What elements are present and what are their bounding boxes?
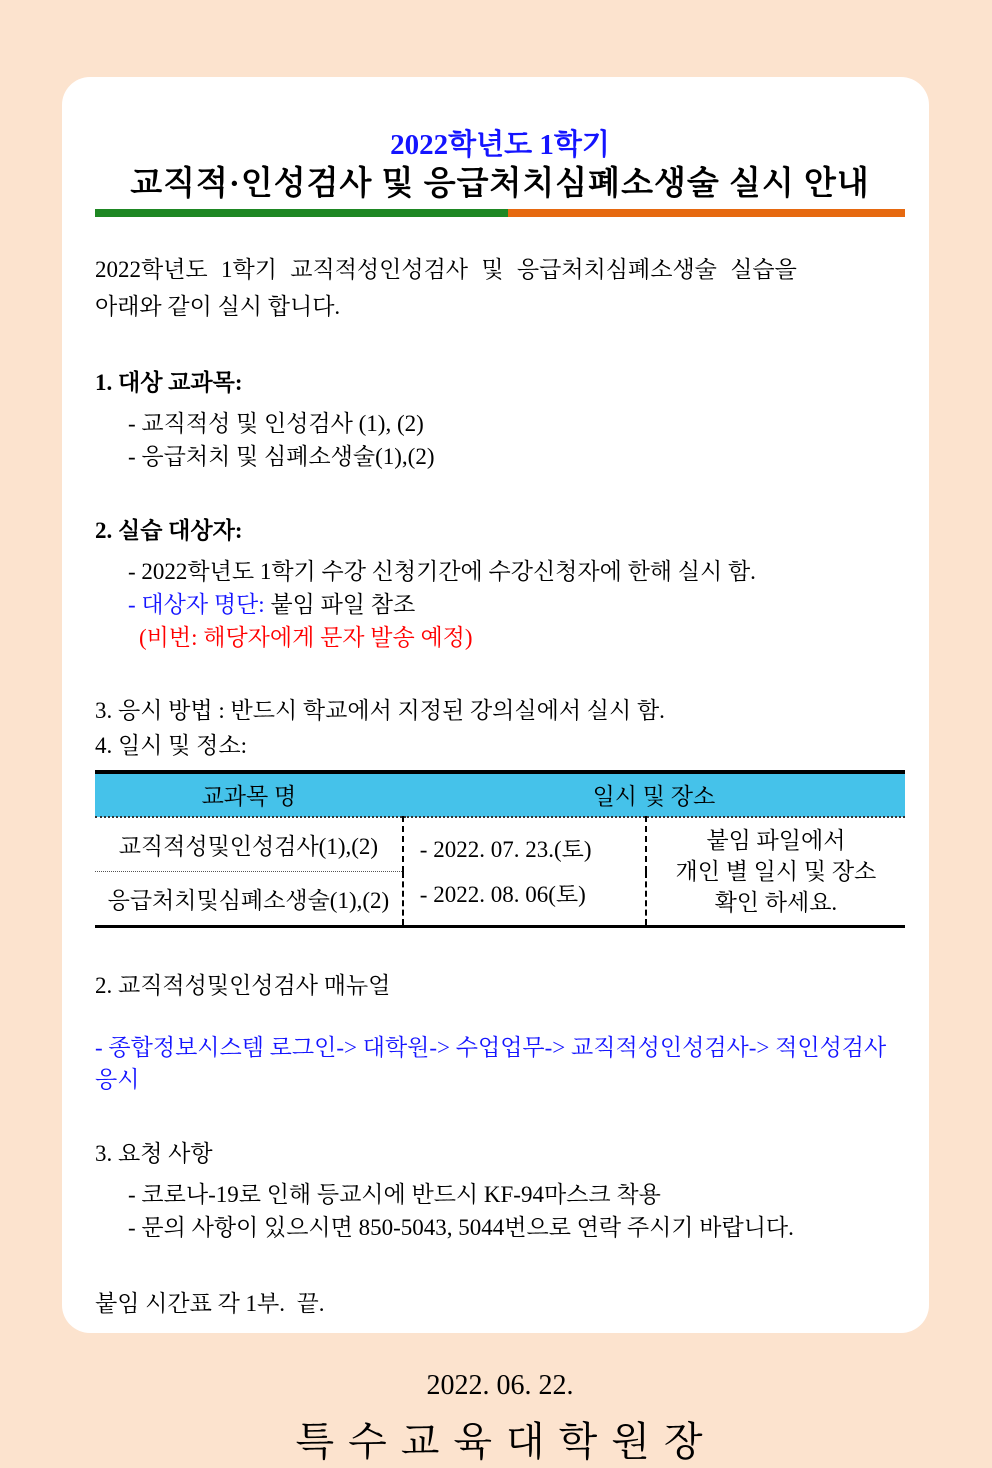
section-1-item-1: - 교직적성 및 인성검사 (1), (2) (128, 411, 424, 436)
table-header-datetime: 일시 및 장소 (403, 772, 905, 817)
page-title-main: 교직적·인성검사 및 응급처치심폐소생술 실시 안내 (130, 166, 870, 202)
date-line-2: - 2022. 08. 06(토) (419, 881, 586, 907)
table-header-row (95, 772, 905, 817)
place-line-2: 개인 별 일시 및 장소 (675, 859, 877, 884)
password-note: (비번: 해당자에게 문자 발송 예정) (139, 625, 473, 650)
section-2-items (95, 555, 905, 654)
underline-orange-segment (508, 209, 905, 217)
signature: 특 수 교 육 대 학 원 장 (295, 1419, 705, 1464)
page-title-semester: 2022학년도 1학기 (390, 129, 610, 161)
section-1-items (95, 407, 905, 473)
section-1-heading: 1. 대상 교과목: (95, 370, 243, 395)
requests-items (95, 1178, 905, 1244)
section-4-line: 4. 일시 및 정소: (95, 733, 247, 758)
manual-heading: 2. 교직적성및인성검사 매뉴얼 (95, 973, 391, 998)
section-1-item-2: - 응급처치 및 심폐소생술(1),(2) (128, 444, 435, 469)
target-list-value: 붙임 파일 참조 (264, 592, 416, 617)
date-line-1: - 2022. 07. 23.(토) (419, 836, 592, 862)
section-2-item-2 (95, 588, 905, 621)
place-line-1: 붙임 파일에서 (706, 828, 846, 853)
subject-cell-1: 교직적성및인성검사(1),(2) (95, 817, 403, 872)
table-row (95, 817, 905, 872)
requests-heading: 3. 요청 사항 (95, 1141, 213, 1166)
schedule-table (95, 770, 905, 928)
place-cell (646, 817, 905, 927)
table-header-subject: 교과목 명 (95, 772, 403, 817)
request-item-2: - 문의 사항이 있으시면 850-5043, 5044번으로 연락 주시기 바랍니다. (128, 1215, 794, 1240)
manual-path: - 종합정보시스템 로그인-> 대학원-> 수업업무-> 교직적성인성검사-> 적인성검사 응시 (95, 1035, 887, 1092)
underline-green-segment (95, 209, 508, 217)
subject-cell-2: 응급처치및심폐소생술(1),(2) (95, 872, 403, 927)
section-2-item-1: - 2022학년도 1학기 수강 신청기간에 수강신청자에 한해 실시 함. (128, 559, 756, 584)
section-2-heading: 2. 실습 대상자: (95, 518, 243, 543)
issue-date: 2022. 06. 22. (426, 1370, 574, 1401)
attachment-note: 붙임 시간표 각 1부. 끝. (95, 1291, 325, 1316)
place-line-3: 확인 하세요. (714, 890, 838, 915)
section-3-line: 3. 응시 방법 : 반드시 학교에서 지정된 강의실에서 실시 함. (95, 698, 665, 723)
dates-cell (403, 817, 646, 927)
intro-line-1: 2022학년도 1학기 교직적성인성검사 및 응급처치심폐소생술 실습을 (95, 257, 797, 282)
title-underline (95, 209, 905, 217)
intro-paragraph (95, 251, 905, 325)
intro-line-2: 아래와 같이 실시 합니다. (95, 294, 341, 319)
request-item-1: - 코로나-19로 인해 등교시에 반드시 KF-94마스크 착용 (128, 1182, 661, 1207)
document-sheet (62, 77, 929, 1464)
target-list-label: - 대상자 명단: (128, 592, 265, 617)
